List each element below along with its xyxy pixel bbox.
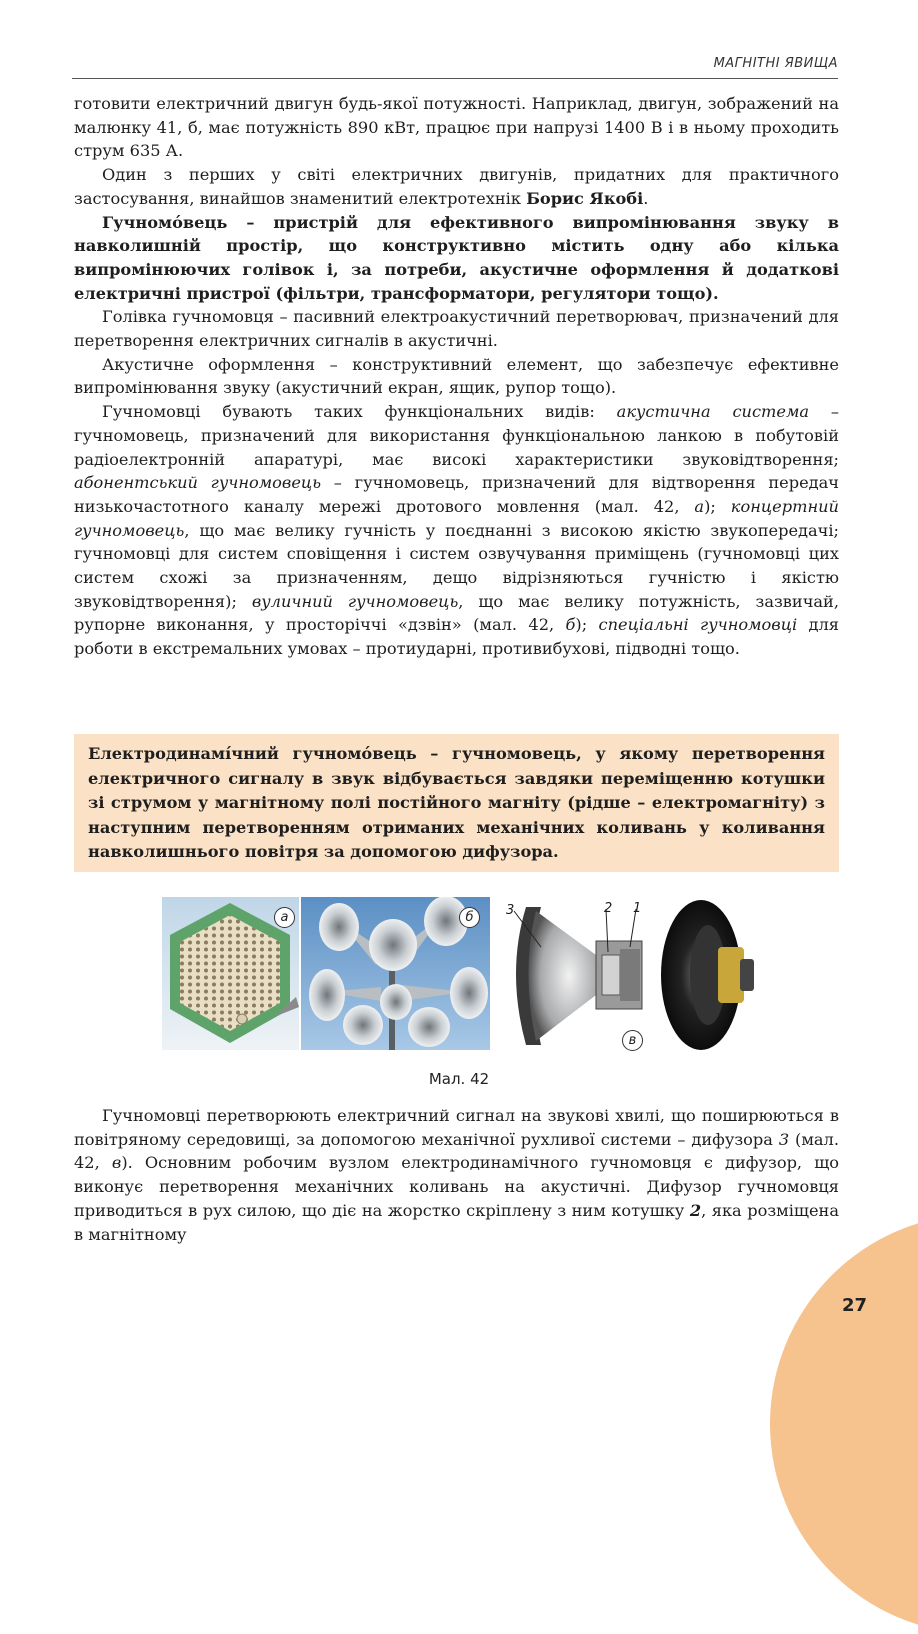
paragraph-head: Голівка гучномовця – пасивний електроакустичний перетворювач, призначений для перетворення електричних сигналів в акустичні. <box>74 307 839 351</box>
corner-decoration <box>770 1214 918 1634</box>
figure-ref: б <box>565 615 576 635</box>
figure-caption: Мал. 42 <box>428 1070 490 1088</box>
panel-label-c: в <box>622 1030 643 1051</box>
term-acoustic-system: акустична система <box>616 402 810 422</box>
electrodynamic-definition: Електродинамі́чний гучномо́вець – гучномовець, у якому перетворення електричного сигналу в звук відбувається завдяки переміщенню котушки зі струмом у магнітному полі постійного магніту (рідше – електромагніту) з наступним перетворенням отриманих механічних коливань у коливання навколишнього повітря за допомогою дифузора. <box>88 744 825 861</box>
page-number: 27 <box>842 1295 868 1316</box>
types-text: – гучномовець, призначений для відтворення передач низькочастотного каналу мережі дротового мовлення (мал. 42, <box>74 473 839 516</box>
jacobi-text: Один з перших у світі електричних двигунів, придатних для практичного застосування, винайшов знаменитий електротехнік <box>74 165 839 208</box>
panel-label-a: а <box>274 907 295 928</box>
term-street-speaker: вуличний гучномовець <box>251 591 459 611</box>
paragraph-acoustic-design: Акустичне оформлення – конструктивний елемент, що забезпечує ефективне випромінювання звуку (акустичний екран, ящик, рупор тощо). <box>74 354 839 398</box>
figure-ref: в <box>111 1153 122 1173</box>
jacobi-name: Борис Якобі <box>526 188 644 208</box>
figure-panel-c <box>496 897 758 1055</box>
types-text: ); <box>575 615 599 635</box>
running-header: МАГНІТНІ ЯВИЩА <box>713 56 838 71</box>
paragraph-jacobi: Один з перших у світі електричних двигунів, придатних для практичного застосування, винайшов знаменитий електротехнік Борис Якобі. <box>74 165 839 208</box>
types-text: , що має велику гучність у поєднанні з високою якістю звукопередачі; гучномовці для систем сповіщення і систем озвучування приміщень (гучномовці цих систем схожі за призначенням, дещо відрізняються гучністю і якістю звуковідтворення); <box>74 520 839 611</box>
types-text: для роботи в екстремальних умовах – протиударні, противибухові, підводні тощо. <box>74 615 839 659</box>
figure-panel-a <box>162 897 299 1050</box>
part-label-3: 3 <box>506 903 515 918</box>
paragraph-continuation: готовити електричний двигун будь-якої потужності. Наприклад, двигун, зображений на малюнку 41, б, має потужність 890 кВт, працює при напрузі 1400 В і в ньому проходить струм 635 А. <box>74 94 839 161</box>
paragraph-types <box>74 400 839 661</box>
part-ref-2: 2 <box>689 1200 702 1220</box>
types-text: , що має велику потужність, зазвичай, рупорне виконання, у просторіччі «дзвін» (мал. 42, <box>74 591 839 635</box>
term-special-speakers: спеціальні гучномовці <box>598 615 798 635</box>
figure-ref: а <box>694 496 705 516</box>
term-subscriber-speaker: абонентський гучномовець <box>74 473 322 493</box>
loudspeaker-definition: Гучномо́вець – пристрій для ефективного випромінювання звуку в навколишній простір, що конструктивно містить одну або кілька випромінюючих голівок і, за потреби, акустичне оформлення й додаткові електричні пристрої (фільтри, трансформатори, регулятори тощо). <box>74 212 839 303</box>
closing-text-part: (мал. 42, <box>74 1129 839 1173</box>
part-label-1: 1 <box>633 901 642 916</box>
closing-text-part: , яка розміщена в магнітному <box>74 1200 839 1244</box>
term-concert-speaker: концертний гучномовець <box>74 496 839 540</box>
types-text: – гучномовець, призначений для використання функціональною ланкою в побутовій радіоелектронній апаратурі, має високі характеристики звуковідтворення; <box>74 402 839 469</box>
panel-label-b: б <box>459 907 480 928</box>
closing-text-part: ). Основним робочим вузлом електродинамічного гучномовця є дифузор, що виконує перетворення механічних коливань на акустичні. Дифузор гучномовця приводиться в рух силою, що діє на жорстко скріплену з ним котушку <box>74 1153 840 1220</box>
definition-box <box>74 734 839 872</box>
paragraph-diffuser <box>74 1104 839 1246</box>
part-ref-3: 3 <box>778 1129 790 1149</box>
closing-text <box>74 1104 839 1246</box>
part-label-2: 2 <box>604 901 613 916</box>
header-rule <box>72 78 838 79</box>
closing-text-part: Гучномовці перетворюють електричний сигнал на звукові хвилі, що поширюються в повітряному середовищі, за допомогою механічної рухливої системи – дифузора <box>74 1106 839 1149</box>
intro-text <box>74 92 839 661</box>
figure-panel-b <box>301 897 490 1050</box>
types-text: Гучномовці бувають таких функціональних видів: <box>102 402 617 422</box>
types-text: ); <box>704 496 731 516</box>
